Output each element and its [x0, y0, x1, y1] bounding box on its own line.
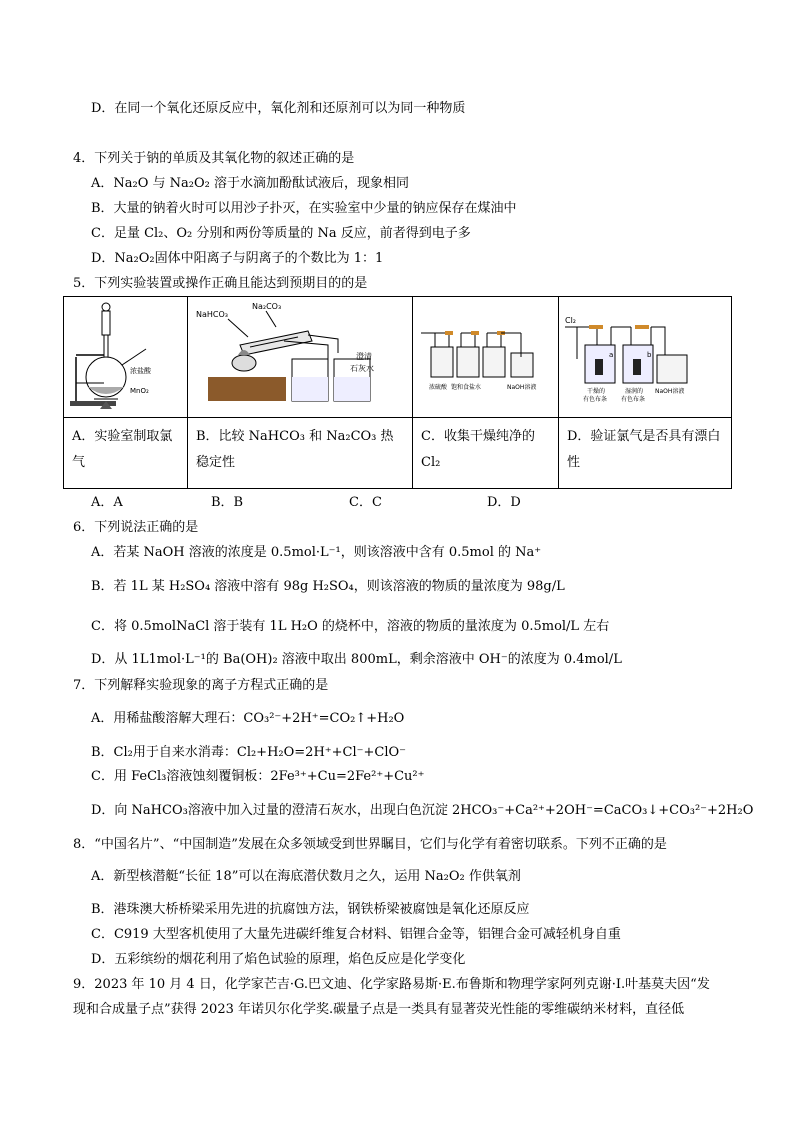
brine-label: 饱和食盐水 [451, 384, 482, 391]
q4-option-d: D．Na₂O₂固体中阳离子与阴离子的个数比为 1：1 [91, 251, 384, 266]
q5-answer-c: C．C [349, 495, 382, 510]
q7-option-c: C．用 FeCl₃溶液蚀刻覆铜板：2Fe³⁺+Cu=2Fe²⁺+Cu²⁺ [91, 769, 425, 784]
q5-stem: 5．下列实验装置或操作正确且能达到预期目的的是 [73, 276, 368, 291]
apparatus-d-cell [559, 297, 732, 418]
bleaching-test-figure [559, 297, 732, 413]
q8-option-b: B．港珠澳大桥桥梁采用先进的抗腐蚀方法，钢铁桥梁被腐蚀是氧化还原反应 [91, 902, 530, 917]
dry-label-1: 干燥的 [587, 388, 606, 395]
q4-option-a: A．Na₂O 与 Na₂O₂ 溶于水滴加酚酞试液后，现象相同 [91, 176, 409, 191]
q5-answer-a: A．A [91, 495, 123, 510]
q6-stem: 6．下列说法正确的是 [73, 520, 199, 535]
cl2-label: Cl₂ [565, 316, 577, 325]
caption-c: C．收集干燥纯净的 Cl₂ [413, 418, 559, 489]
dry-label-2: 有色布条 [583, 396, 608, 403]
na2co3-label: Na₂CO₃ [252, 302, 282, 311]
hcl-label: 浓盐酸 [130, 367, 151, 375]
q6-option-c: C．将 0.5molNaCl 溶于装有 1L H₂O 的烧杯中，溶液的物质的量浓度为 0.5mol/L 左右 [91, 619, 610, 634]
wet-label-1: 湿润的 [625, 388, 644, 395]
h2so4-label: 浓硫酸 [429, 384, 448, 391]
thermal-stability-figure [188, 297, 413, 413]
q4-option-b: B．大量的钠着火时可以用沙子扑灭，在实验室中少量的钠应保存在煤油中 [91, 201, 517, 216]
q7-option-b: B．Cl₂用于自来水消毒：Cl₂+H₂O=2H⁺+Cl⁻+ClO⁻ [91, 745, 407, 760]
naoh-label-d: NaOH溶液 [655, 388, 685, 395]
nahco3-label: NaHCO₃ [196, 310, 228, 319]
q7-option-a: A．用稀盐酸溶解大理石：CO₃²⁻+2H⁺=CO₂↑+H₂O [91, 711, 405, 726]
label-b: b [647, 351, 652, 359]
q3-option-d: D．在同一个氧化还原反应中，氧化剂和还原剂可以为同一种物质 [91, 101, 466, 116]
q6-option-a: A．若某 NaOH 溶液的浓度是 0.5mol·L⁻¹，则该溶液中含有 0.5mol 的 Na⁺ [91, 545, 542, 560]
collect-chlorine-figure [413, 297, 559, 413]
caption-a: A．实验室制取氯气 [64, 418, 188, 489]
q6-option-d: D．从 1L1mol·L⁻¹的 Ba(OH)₂ 溶液中取出 800mL，剩余溶液中 OH⁻的浓度为 0.4mol/L [91, 652, 622, 667]
q8-option-c: C．C919 大型客机使用了大量先进碳纤维复合材料、铝锂合金等，铝锂合金可减轻机身自重 [91, 927, 621, 942]
apparatus-b-cell [188, 297, 413, 418]
chlorine-generator-figure [64, 297, 188, 413]
apparatus-c-cell [413, 297, 559, 418]
limewater-label-1: 澄清 [356, 352, 372, 361]
caption-b: B．比较 NaHCO₃ 和 Na₂CO₃ 热稳定性 [188, 418, 413, 489]
q9-line-1: 9．2023 年 10 月 4 日，化学家芒吉·G.巴文迪、化学家路易斯·E.布鲁斯和物理学家阿列克谢·I.叶基莫夫因“发 [73, 977, 710, 992]
mno2-label: MnO₂ [130, 387, 149, 395]
experiment-table [63, 296, 732, 489]
q6-option-b: B．若 1L 某 H₂SO₄ 溶液中溶有 98g H₂SO₄，则该溶液的物质的量浓度为 98g/L [91, 579, 565, 594]
q7-stem: 7．下列解释实验现象的离子方程式正确的是 [73, 678, 329, 693]
q8-option-d: D．五彩缤纷的烟花利用了焰色试验的原理，焰色反应是化学变化 [91, 952, 466, 967]
q4-option-c: C．足量 Cl₂、O₂ 分别和两份等质量的 Na 反应，前者得到电子多 [91, 226, 471, 241]
label-a: a [609, 351, 614, 359]
q5-answer-d: D．D [487, 495, 521, 510]
q8-stem: 8．“中国名片”、“中国制造”发展在众多领域受到世界瞩目，它们与化学有着密切联系。下列不正确的是 [73, 837, 667, 852]
wet-label-2: 有色布条 [621, 396, 646, 403]
naoh-label-c: NaOH溶液 [507, 384, 537, 391]
q7-option-d: D．向 NaHCO₃溶液中加入过量的澄清石灰水，出现白色沉淀 2HCO₃⁻+Ca²⁺+2OH⁻=CaCO₃↓+CO₃²⁻+2H₂O [91, 803, 754, 818]
q5-answer-b: B．B [211, 495, 244, 510]
caption-d: D．验证氯气是否具有漂白性 [559, 418, 732, 489]
limewater-label-2: 石灰水 [350, 364, 374, 373]
apparatus-a-cell [64, 297, 188, 418]
q9-line-2: 现和合成量子点”获得 2023 年诺贝尔化学奖.碳量子点是一类具有显著荧光性能的零维碳纳米材料，直径低 [73, 1002, 685, 1017]
q4-stem: 4．下列关于钠的单质及其氧化物的叙述正确的是 [73, 151, 355, 166]
q8-option-a: A．新型核潜艇“长征 18”可以在海底潜伏数月之久，运用 Na₂O₂ 作供氧剂 [91, 869, 521, 884]
